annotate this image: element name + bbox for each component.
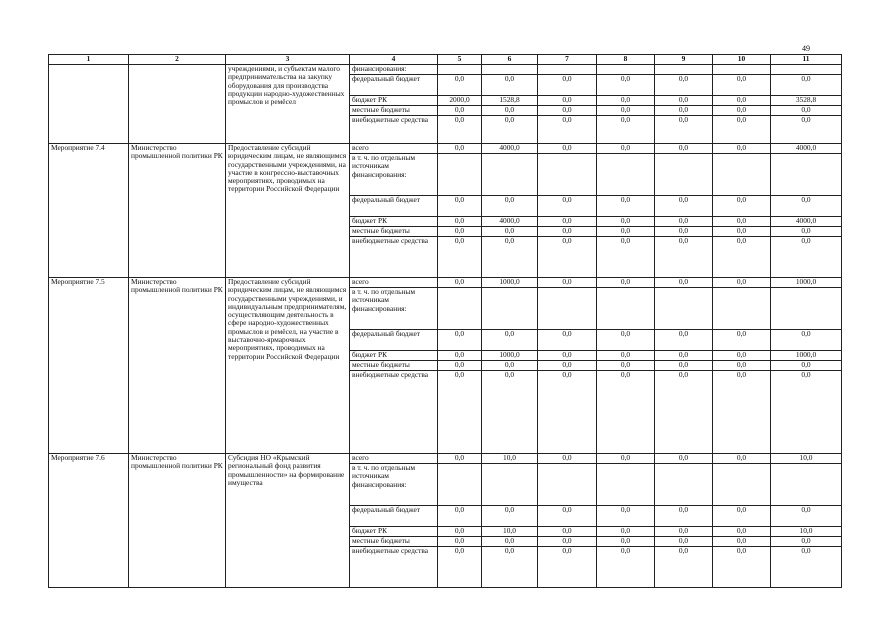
source-label-cell: внебюджетные средства [350,116,438,144]
value-cell: 0,0 [538,106,597,116]
value-cell: 0,0 [655,278,713,288]
value-cell: 4000,0 [482,217,538,227]
source-label-cell: федеральный бюджет [350,75,438,96]
value-cell: 0,0 [597,351,655,361]
value-cell: 0,0 [438,106,482,116]
value-cell: 0,0 [597,361,655,371]
value-cell [482,464,538,506]
value-cell: 0,0 [597,237,655,278]
value-cell: 0,0 [771,116,842,144]
executor-cell: Министерство промышленной политики РК [129,454,226,588]
value-cell: 4000,0 [771,217,842,227]
value-cell: 0,0 [597,96,655,106]
source-label-cell: местные бюджеты [350,227,438,237]
value-cell [538,288,597,330]
measure-id-cell [49,65,129,144]
value-cell: 0,0 [655,217,713,227]
header-cell: 10 [713,55,771,65]
value-cell: 0,0 [597,454,655,464]
value-cell: 0,0 [655,527,713,537]
source-label-cell: финансирования: [350,65,438,75]
value-cell: 0,0 [438,537,482,547]
value-cell: 0,0 [482,116,538,144]
source-label-cell: местные бюджеты [350,537,438,547]
value-cell: 0,0 [655,96,713,106]
measure-id-cell: Мероприятие 7.4 [49,144,129,278]
value-cell [655,65,713,75]
source-label-cell: местные бюджеты [350,106,438,116]
value-cell: 0,0 [597,537,655,547]
value-cell: 0,0 [538,506,597,527]
source-label-cell: всего [350,144,438,154]
value-cell: 0,0 [538,196,597,217]
value-cell: 2000,0 [438,96,482,106]
value-cell [713,288,771,330]
value-cell [438,288,482,330]
source-label-cell: всего [350,454,438,464]
value-cell: 0,0 [771,75,842,96]
value-cell: 0,0 [771,371,842,454]
value-cell: 0,0 [655,361,713,371]
value-cell [438,154,482,196]
value-cell: 0,0 [713,547,771,588]
value-cell: 0,0 [538,330,597,351]
executor-cell: Министерство промышленной политики РК [129,144,226,278]
value-cell: 0,0 [538,547,597,588]
value-cell: 0,0 [713,361,771,371]
value-cell: 10,0 [482,527,538,537]
value-cell: 0,0 [482,196,538,217]
value-cell: 0,0 [597,196,655,217]
value-cell: 0,0 [438,237,482,278]
value-cell: 0,0 [482,330,538,351]
value-cell: 0,0 [482,106,538,116]
value-cell: 0,0 [438,454,482,464]
value-cell: 0,0 [538,237,597,278]
value-cell: 0,0 [597,116,655,144]
value-cell: 0,0 [482,547,538,588]
value-cell: 0,0 [597,527,655,537]
value-cell [713,65,771,75]
value-cell: 0,0 [713,527,771,537]
value-cell [655,154,713,196]
value-cell: 0,0 [655,116,713,144]
header-cell: 8 [597,55,655,65]
value-cell: 0,0 [597,75,655,96]
value-cell: 4000,0 [482,144,538,154]
value-cell: 0,0 [655,506,713,527]
budget-table [48,54,842,588]
value-cell: 0,0 [655,106,713,116]
value-cell: 10,0 [482,454,538,464]
value-cell: 0,0 [597,278,655,288]
value-cell: 0,0 [713,371,771,454]
value-cell [771,65,842,75]
measure-id-cell: Мероприятие 7.6 [49,454,129,588]
value-cell: 0,0 [597,330,655,351]
value-cell: 0,0 [597,144,655,154]
source-label-cell: в т. ч. по отдельным источникам финансирования: [350,288,438,330]
value-cell [482,288,538,330]
value-cell: 0,0 [438,547,482,588]
value-cell: 1000,0 [771,351,842,361]
value-cell: 10,0 [771,454,842,464]
value-cell: 0,0 [438,527,482,537]
value-cell [438,464,482,506]
value-cell: 0,0 [713,144,771,154]
value-cell: 0,0 [771,361,842,371]
value-cell: 0,0 [538,217,597,227]
value-cell: 0,0 [538,227,597,237]
value-cell: 0,0 [538,351,597,361]
value-cell [482,65,538,75]
value-cell: 0,0 [771,506,842,527]
value-cell: 0,0 [713,506,771,527]
value-cell: 0,0 [597,217,655,227]
value-cell: 0,0 [655,196,713,217]
value-cell: 0,0 [438,361,482,371]
header-cell: 7 [538,55,597,65]
source-label-cell: всего [350,278,438,288]
header-cell: 5 [438,55,482,65]
value-cell: 0,0 [538,527,597,537]
description-cell: Предоставление субсидий юридическим лицам, не являющимся государственными учреждениями, на участие в конгрессно-выставочных мероприятиях, проводимых на территории Российской Федерации [226,144,350,278]
source-label-cell: бюджет РК [350,96,438,106]
value-cell [597,464,655,506]
value-cell: 0,0 [482,237,538,278]
header-cell: 11 [771,55,842,65]
value-cell: 0,0 [438,351,482,361]
value-cell: 0,0 [713,537,771,547]
value-cell: 0,0 [713,237,771,278]
value-cell: 0,0 [538,96,597,106]
executor-cell: Министерство промышленной политики РК [129,278,226,454]
value-cell [713,154,771,196]
value-cell: 0,0 [713,351,771,361]
value-cell: 0,0 [655,454,713,464]
value-cell: 0,0 [438,371,482,454]
value-cell: 0,0 [655,75,713,96]
table-row [49,454,842,464]
value-cell: 0,0 [438,227,482,237]
value-cell: 0,0 [771,330,842,351]
value-cell: 0,0 [771,227,842,237]
value-cell: 10,0 [771,527,842,537]
value-cell [597,154,655,196]
value-cell: 0,0 [438,330,482,351]
value-cell: 0,0 [771,196,842,217]
header-cell: 2 [129,55,226,65]
value-cell [713,464,771,506]
value-cell: 0,0 [597,506,655,527]
value-cell: 0,0 [438,144,482,154]
value-cell: 0,0 [713,116,771,144]
header-cell: 9 [655,55,713,65]
value-cell [538,154,597,196]
value-cell: 0,0 [438,278,482,288]
header-cell: 1 [49,55,129,65]
value-cell: 1000,0 [771,278,842,288]
value-cell: 0,0 [655,330,713,351]
value-cell: 0,0 [538,116,597,144]
source-label-cell: внебюджетные средства [350,237,438,278]
value-cell [655,288,713,330]
value-cell [538,65,597,75]
value-cell: 0,0 [538,361,597,371]
value-cell: 0,0 [438,75,482,96]
header-row [49,55,842,65]
table-row [49,278,842,288]
value-cell: 0,0 [655,351,713,361]
value-cell: 4000,0 [771,144,842,154]
value-cell: 0,0 [438,217,482,227]
value-cell: 0,0 [482,227,538,237]
source-label-cell: внебюджетные средства [350,371,438,454]
source-label-cell: федеральный бюджет [350,506,438,527]
executor-cell [129,65,226,144]
value-cell [771,154,842,196]
value-cell: 0,0 [597,227,655,237]
value-cell: 0,0 [538,371,597,454]
value-cell: 0,0 [597,547,655,588]
value-cell: 0,0 [438,116,482,144]
source-label-cell: бюджет РК [350,527,438,537]
value-cell: 0,0 [438,196,482,217]
value-cell [655,464,713,506]
value-cell [597,65,655,75]
value-cell [538,464,597,506]
measure-id-cell: Мероприятие 7.5 [49,278,129,454]
value-cell: 0,0 [655,371,713,454]
value-cell: 0,0 [771,106,842,116]
value-cell [771,288,842,330]
value-cell: 0,0 [438,506,482,527]
value-cell: 0,0 [538,75,597,96]
value-cell: 0,0 [713,227,771,237]
value-cell: 0,0 [713,278,771,288]
value-cell: 0,0 [713,196,771,217]
header-cell: 3 [226,55,350,65]
value-cell: 0,0 [713,454,771,464]
value-cell: 0,0 [713,96,771,106]
value-cell: 0,0 [482,75,538,96]
value-cell: 0,0 [713,106,771,116]
value-cell: 0,0 [771,547,842,588]
value-cell [597,288,655,330]
value-cell: 0,0 [713,75,771,96]
value-cell [482,154,538,196]
source-label-cell: федеральный бюджет [350,330,438,351]
header-cell: 4 [350,55,438,65]
page-number: 49 [802,44,810,53]
value-cell: 0,0 [538,537,597,547]
source-label-cell: в т. ч. по отдельным источникам финансирования: [350,464,438,506]
source-label-cell: бюджет РК [350,217,438,227]
value-cell: 0,0 [597,106,655,116]
value-cell: 0,0 [655,547,713,588]
description-cell: Предоставление субсидий юридическим лицам, не являющимся государственными учреждениями, и индивидуальным предпринимателям, осуществляющим деятельность в сфере народно-художественных промыслов и ремёсел, на участие в выставочно-ярмарочных мероприятиях, проводимых на территории Российской Федерации [226,278,350,454]
value-cell: 0,0 [597,371,655,454]
value-cell: 0,0 [482,506,538,527]
value-cell: 0,0 [655,237,713,278]
value-cell: 1000,0 [482,351,538,361]
value-cell: 0,0 [538,278,597,288]
value-cell: 1528,8 [482,96,538,106]
description-cell: Субсидия НО «Крымский региональный фонд развития промышленности» на формирование имущества [226,454,350,588]
source-label-cell: внебюджетные средства [350,547,438,588]
value-cell: 1000,0 [482,278,538,288]
table-row [49,144,842,154]
value-cell: 0,0 [713,217,771,227]
value-cell: 0,0 [771,537,842,547]
value-cell: 0,0 [655,144,713,154]
value-cell: 0,0 [771,237,842,278]
value-cell: 0,0 [713,330,771,351]
source-label-cell: местные бюджеты [350,361,438,371]
value-cell: 3528,8 [771,96,842,106]
value-cell [438,65,482,75]
value-cell: 0,0 [538,144,597,154]
source-label-cell: в т. ч. по отдельным источникам финансирования: [350,154,438,196]
value-cell: 0,0 [482,361,538,371]
value-cell [771,464,842,506]
source-label-cell: федеральный бюджет [350,196,438,217]
value-cell: 0,0 [482,537,538,547]
value-cell: 0,0 [655,227,713,237]
source-label-cell: бюджет РК [350,351,438,361]
value-cell: 0,0 [655,537,713,547]
value-cell: 0,0 [482,371,538,454]
value-cell: 0,0 [538,454,597,464]
description-cell: учреждениями, и субъектам малого предпринимательства на закупку оборудования для производства продукции народно-художественных промыслов и ремёсел [226,65,350,144]
table-row [49,65,842,75]
header-cell: 6 [482,55,538,65]
